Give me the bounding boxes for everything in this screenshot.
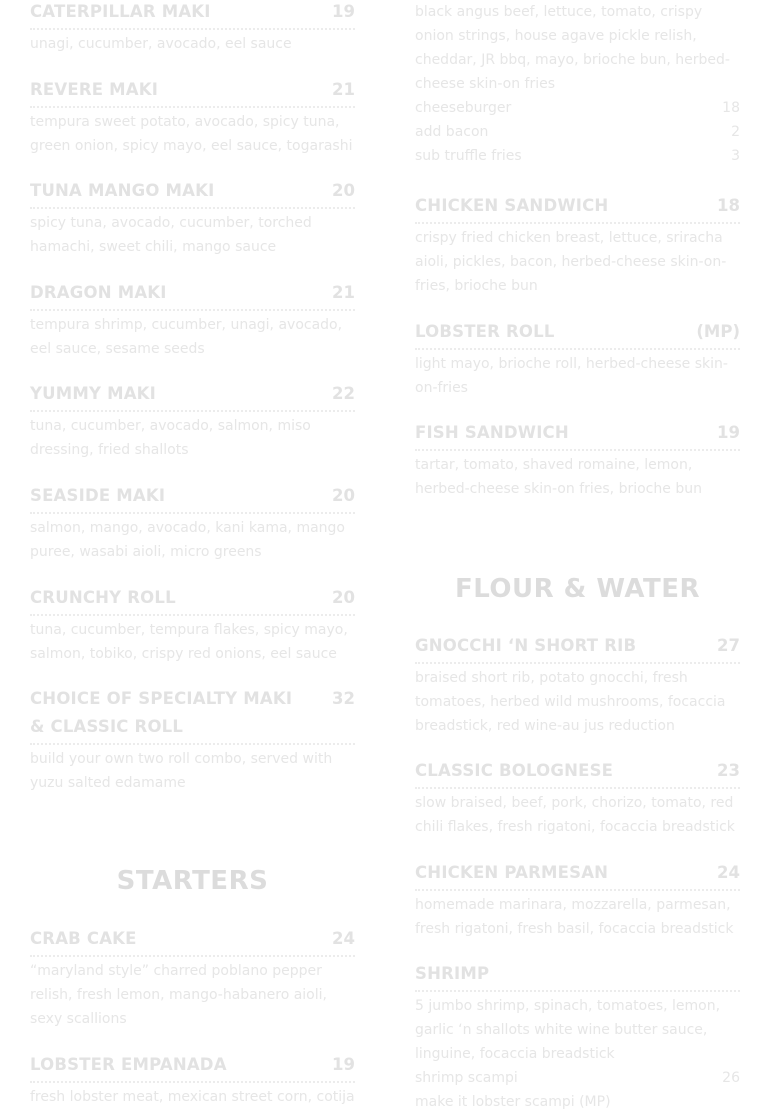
- item-option: [415, 1066, 740, 1090]
- item-description: spicy tuna, avocado, cucumber, torched hamachi, sweet chili, mango sauce: [30, 215, 312, 255]
- item-name: REVERE MAKI: [30, 80, 159, 99]
- item-name: GNOCCHI ‘N SHORT RIB: [415, 636, 637, 655]
- item-description: homemade marinara, mozzarella, parmesan, fresh rigatoni, fresh basil, focaccia breadstick: [415, 897, 734, 937]
- item-price: 20: [332, 588, 355, 607]
- item-description: unagi, cucumber, avocado, eel sauce: [30, 36, 292, 52]
- menu-item: [415, 192, 740, 298]
- menu-item-header: [30, 0, 355, 30]
- option-label: make it lobster scampi (MP): [415, 1094, 611, 1110]
- menu-item: [30, 584, 355, 666]
- item-name: DRAGON MAKI: [30, 283, 167, 302]
- menu-item: [30, 925, 355, 1031]
- item-price: (MP): [696, 322, 740, 341]
- menu-item-header: [415, 632, 740, 664]
- option-price: 2: [731, 124, 740, 140]
- menu-item: [415, 632, 740, 738]
- item-description: tempura sweet potato, avocado, spicy tuna, green onion, spicy mayo, eel sauce, togarashi: [30, 114, 353, 154]
- menu-item-header: [30, 925, 355, 957]
- menu-item: [415, 318, 740, 400]
- section-title-flour-water: FLOUR & WATER: [454, 574, 701, 604]
- menu-item-header: [415, 859, 740, 891]
- menu-item-header: [30, 482, 355, 514]
- item-price: 19: [332, 1055, 355, 1074]
- item-description: 5 jumbo shrimp, spinach, tomatoes, lemon, garlic ‘n shallots white wine butter sauce, linguine, focaccia breadstick: [415, 998, 721, 1062]
- item-price: 19: [332, 2, 355, 21]
- menu-item: [30, 279, 355, 361]
- menu-item-header: [30, 584, 355, 616]
- item-price: 20: [332, 486, 355, 505]
- menu-item: [30, 177, 355, 259]
- item-description: build your own two roll combo, served with yuzu salted edamame: [30, 751, 333, 791]
- item-description: black angus beef, lettuce, tomato, crispy onion strings, house agave pickle relish, cheddar, JR bbq, mayo, brioche bun, herbed-cheese skin-on fries: [415, 4, 730, 92]
- option-price: 3: [731, 148, 740, 164]
- menu-item-header: [415, 960, 740, 992]
- item-description: “maryland style” charred poblano pepper relish, fresh lemon, mango-habanero aioli, sexy scallions: [30, 963, 327, 1027]
- menu-item-header: [30, 76, 355, 108]
- option-label: shrimp scampi: [415, 1070, 518, 1086]
- item-description: braised short rib, potato gnocchi, fresh tomatoes, herbed wild mushrooms, focaccia breadstick, red wine-au jus reduction: [415, 670, 726, 734]
- menu-item-header: [415, 318, 740, 350]
- item-price: 20: [332, 181, 355, 200]
- option-label: sub truffle fries: [415, 148, 522, 164]
- menu-item-header: [30, 380, 355, 412]
- option-price: 18: [722, 100, 740, 116]
- item-option: [415, 96, 740, 120]
- item-name: CHOICE OF SPECIALTY MAKI & CLASSIC ROLL: [30, 689, 293, 736]
- item-description: tartar, tomato, shaved romaine, lemon, herbed-cheese skin-on fries, brioche bun: [415, 457, 702, 497]
- option-label: cheeseburger: [415, 100, 512, 116]
- item-price: 21: [332, 283, 355, 302]
- item-description: tempura shrimp, cucumber, unagi, avocado, eel sauce, sesame seeds: [30, 317, 343, 357]
- item-name: SHRIMP: [415, 964, 490, 983]
- section-title-starters: STARTERS: [116, 866, 269, 896]
- menu-item: [415, 757, 740, 839]
- item-description: tuna, cucumber, tempura flakes, spicy mayo, salmon, tobiko, crispy red onions, eel sauce: [30, 622, 348, 662]
- menu-item-header: [30, 177, 355, 209]
- item-price: 24: [332, 929, 355, 948]
- item-price: 24: [717, 863, 740, 882]
- item-price: 19: [717, 423, 740, 442]
- item-name: CLASSIC BOLOGNESE: [415, 761, 614, 780]
- menu-item: [415, 960, 740, 1114]
- item-name: CRUNCHY ROLL: [30, 588, 176, 607]
- menu-item-header: [415, 757, 740, 789]
- menu-item: [415, 859, 740, 941]
- item-name: LOBSTER ROLL: [415, 322, 555, 341]
- menu-item-header: [30, 1051, 355, 1083]
- menu-item: [30, 1051, 355, 1109]
- item-name: CHICKEN PARMESAN: [415, 863, 609, 882]
- item-name: TUNA MANGO MAKI: [30, 181, 215, 200]
- item-price: 22: [332, 384, 355, 403]
- item-description: tuna, cucumber, avocado, salmon, miso dressing, fried shallots: [30, 418, 311, 458]
- item-description: light mayo, brioche roll, herbed-cheese skin-on-fries: [415, 356, 728, 396]
- menu-item-header: [30, 685, 355, 745]
- burger-item: [415, 0, 740, 168]
- item-option: [415, 144, 740, 168]
- menu-item: [30, 482, 355, 564]
- item-option: [415, 120, 740, 144]
- menu-item: [30, 685, 355, 795]
- item-name: YUMMY MAKI: [30, 384, 156, 403]
- menu-item: [30, 76, 355, 158]
- item-description: slow braised, beef, pork, chorizo, tomato, red chili flakes, fresh rigatoni, focaccia breadstick: [415, 795, 735, 835]
- option-price: 26: [722, 1070, 740, 1086]
- item-name: FISH SANDWICH: [415, 423, 569, 442]
- menu-item-header: [415, 192, 740, 224]
- item-option: [415, 1090, 740, 1114]
- item-name: LOBSTER EMPANADA: [30, 1055, 227, 1074]
- item-name: CRAB CAKE: [30, 929, 137, 948]
- item-price: 21: [332, 80, 355, 99]
- menu-item: [30, 380, 355, 462]
- item-price: 27: [717, 636, 740, 655]
- option-label: add bacon: [415, 124, 489, 140]
- item-price: 32: [332, 689, 355, 708]
- item-description: crispy fried chicken breast, lettuce, sriracha aioli, pickles, bacon, herbed-cheese skin-on-fries, brioche bun: [415, 230, 727, 294]
- menu-item: [30, 0, 355, 56]
- menu-item-header: [415, 419, 740, 451]
- item-name: CATERPILLAR MAKI: [30, 2, 211, 21]
- item-description: salmon, mango, avocado, kani kama, mango puree, wasabi aioli, micro greens: [30, 520, 345, 560]
- item-price: 23: [717, 761, 740, 780]
- item-name: CHICKEN SANDWICH: [415, 196, 609, 215]
- menu-item-header: [30, 279, 355, 311]
- menu-item: [415, 419, 740, 501]
- item-description: fresh lobster meat, mexican street corn, cotija: [30, 1089, 355, 1105]
- item-price: 18: [717, 196, 740, 215]
- item-name: SEASIDE MAKI: [30, 486, 166, 505]
